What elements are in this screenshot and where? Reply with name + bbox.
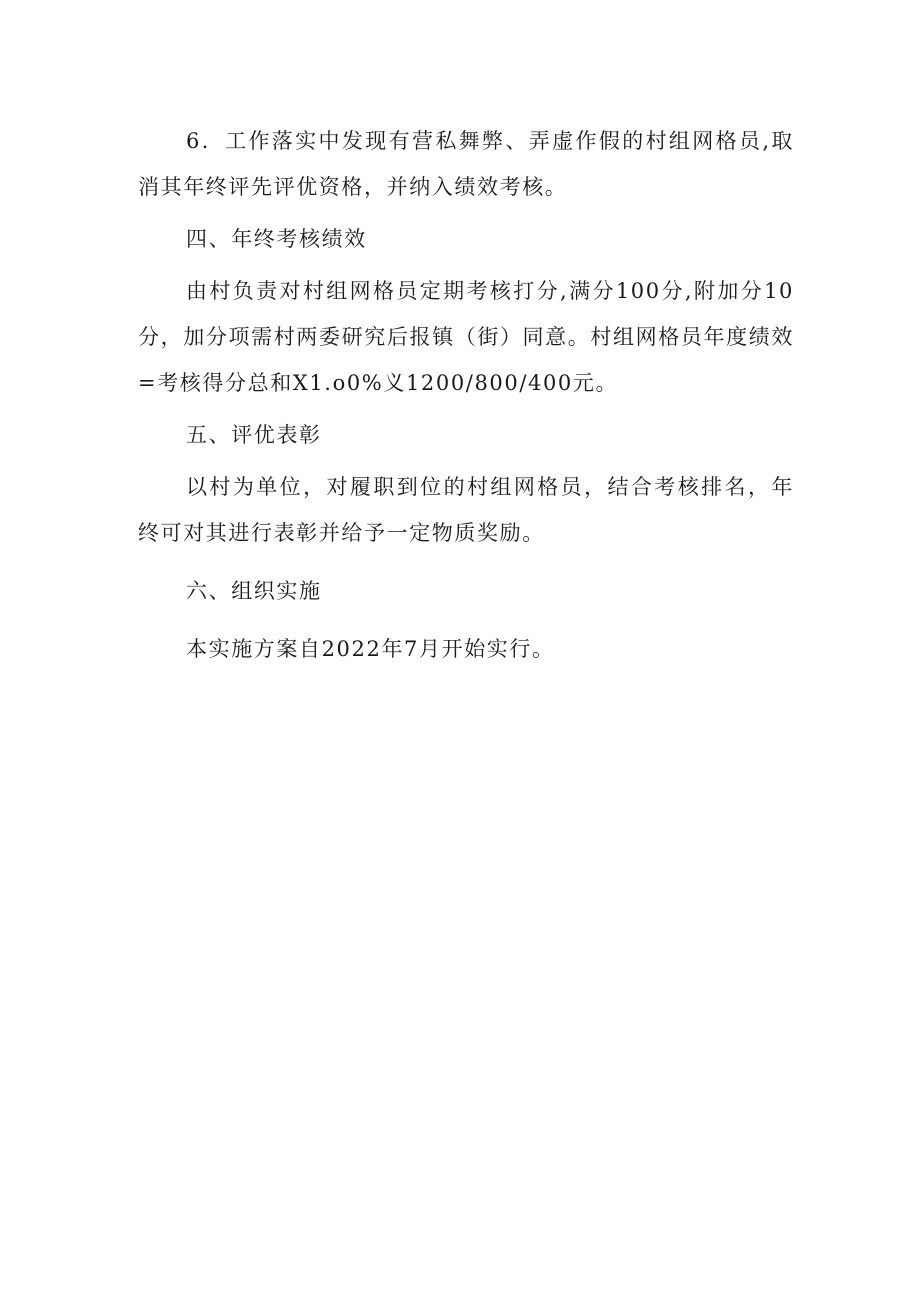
section-heading-commendation: 五、评优表彰 [186,423,322,447]
paragraph-assessment-scoring: 由村负责对村组网格员定期考核打分,满分100分,附加分10分，加分项需村两委研究后报镇（街）同意。村组网格员年度绩效=考核得分总和X1.o0%义1200/800/400元。 [138,279,794,395]
paragraph-item-6: 6．工作落实中发现有营私舞弊、弄虚作假的村组网格员,取消其年终评先评优资格，并纳入绩效考核。 [138,129,794,199]
section-heading-implementation: 六、组织实施 [186,579,322,603]
paragraph-commendation: 以村为单位，对履职到位的村组网格员，结合考核排名，年终可对其进行表彰并给予一定物质奖励。 [138,475,794,545]
section-heading-annual-assessment: 四、年终考核绩效 [186,227,367,251]
paragraph-implementation-date: 本实施方案自2022年7月开始实行。 [186,637,555,661]
document-body [138,118,794,672]
